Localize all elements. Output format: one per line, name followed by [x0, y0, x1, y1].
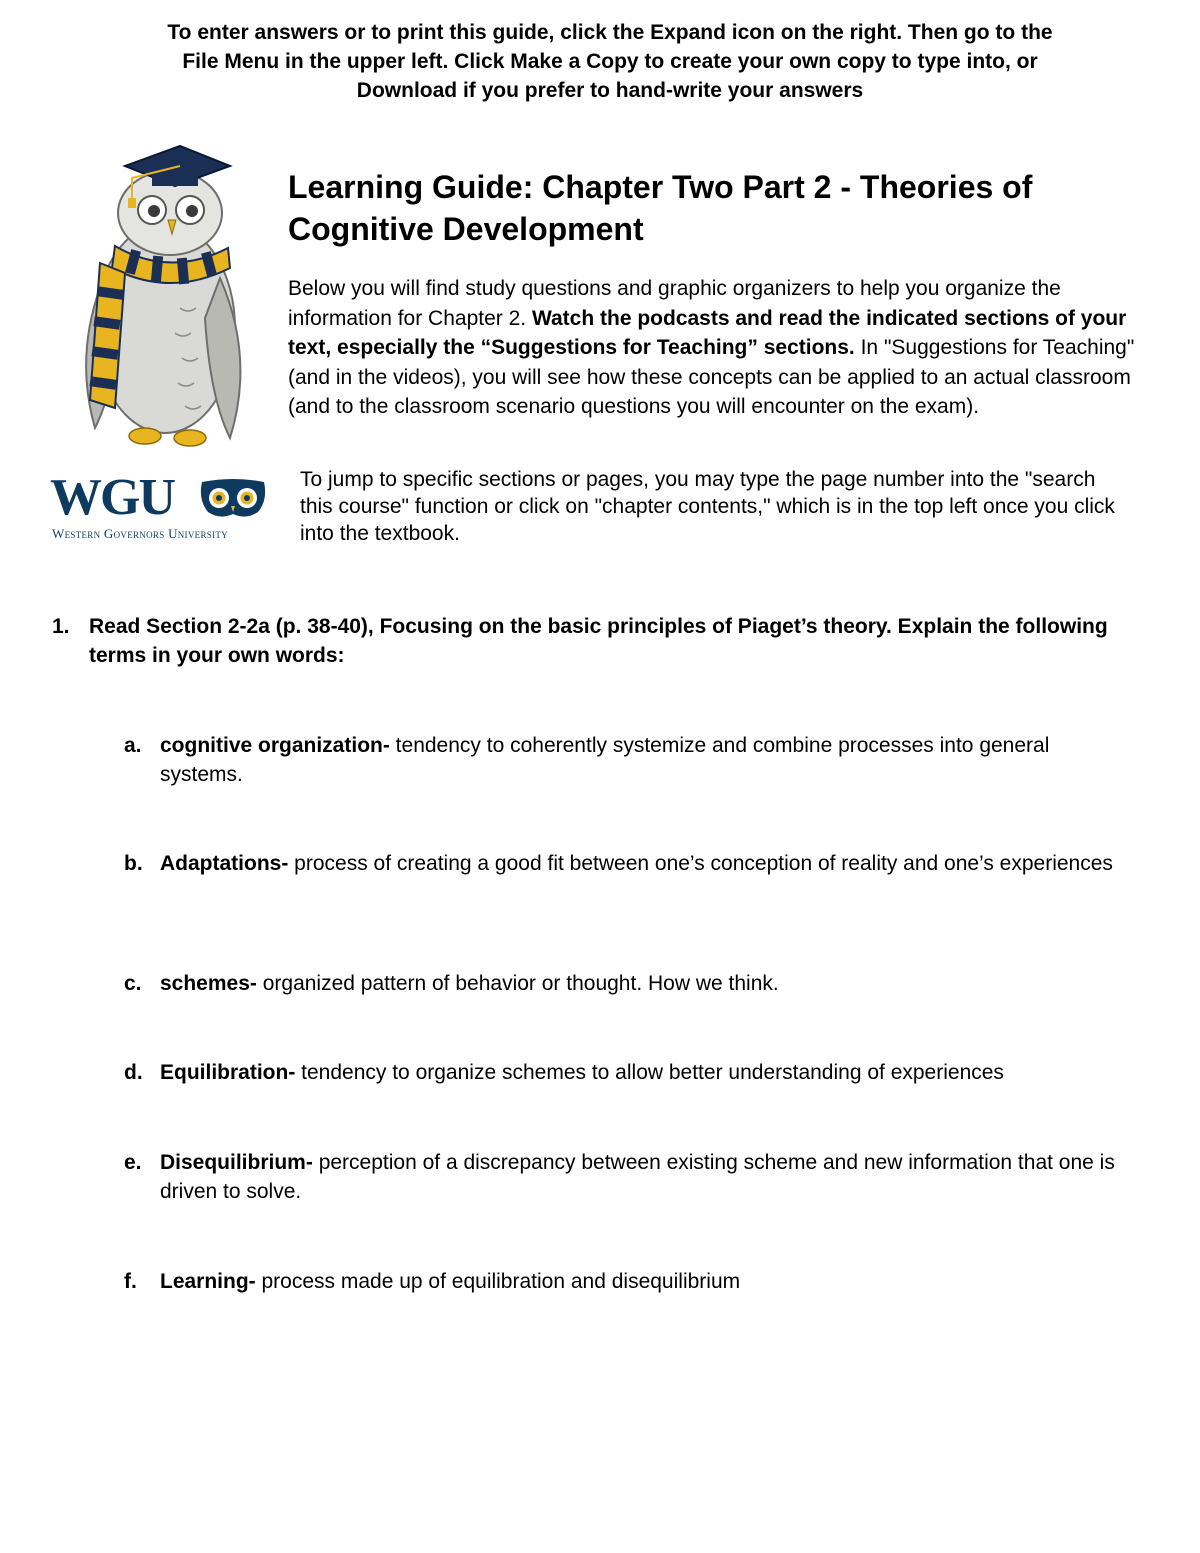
term-definition[interactable]: perception of a discrepancy between existing scheme and new information that one is driven to solve.	[160, 1151, 1115, 1203]
term-definition[interactable]: tendency to coherently systemize and combine processes into general systems.	[160, 734, 1050, 786]
term-item	[124, 969, 1124, 998]
page-title	[288, 166, 1148, 250]
term-item	[124, 1148, 1124, 1206]
term-name: cognitive organization-	[160, 734, 390, 757]
term-body	[160, 731, 1124, 789]
wgu-logo-subtitle: Western Governors University	[52, 526, 228, 541]
term-item	[124, 849, 1124, 878]
question-1	[52, 612, 1132, 670]
term-letter: b.	[124, 852, 143, 875]
term-definition[interactable]: process of creating a good fit between one’s conception of reality and one’s experiences	[288, 852, 1113, 875]
term-definition[interactable]: organized pattern of behavior or thought. How we think.	[256, 972, 779, 995]
instructions-banner	[60, 18, 1160, 105]
wgu-owl-mark-icon	[198, 478, 268, 520]
intro-text-end: In "Suggestions for Teaching" (and in the videos), you will see how these concepts can be applied to an actual classroom (and to the classroom scenario questions you will encounter on the exam).	[288, 336, 1135, 418]
term-letter: f.	[124, 1270, 137, 1293]
instructions-line-1: To enter answers or to print this guide, click the Expand icon on the right. Then go to the	[167, 21, 1053, 44]
term-letter: e.	[124, 1151, 142, 1174]
term-item	[124, 731, 1124, 789]
owl-mascot-illustration	[70, 138, 260, 456]
wgu-logo-letters: WGU	[50, 469, 174, 526]
term-definition[interactable]: tendency to organize schemes to allow better understanding of experiences	[295, 1061, 1004, 1084]
term-name: Equilibration-	[160, 1061, 296, 1084]
intro-text-start: Below you will find study questions and graphic organizers to help you organize the information for Chapter 2.	[288, 277, 1061, 330]
page-title-line-1: Learning Guide: Chapter Two Part 2 - Theories of	[288, 169, 1033, 205]
term-name: Learning-	[160, 1270, 256, 1293]
term-item	[124, 1267, 1124, 1296]
term-body	[160, 969, 1124, 998]
intro-text-bold: Watch the podcasts and read the indicated sections of your text, especially the “Suggestions for Teaching” sections.	[288, 306, 1127, 359]
wgu-logo	[50, 470, 275, 550]
term-item	[124, 1058, 1124, 1087]
jump-instructions: To jump to specific sections or pages, you may type the page number into the "search this course" function or click on "chapter contents," which is in the top left once you click into the textbook.	[300, 468, 1115, 545]
term-letter: c.	[124, 972, 142, 995]
term-body	[160, 1148, 1124, 1206]
question-text: Read Section 2-2a (p. 38-40), Focusing on the basic principles of Piaget’s theory. Explain the following terms in your own words:	[89, 615, 1108, 667]
intro-paragraph	[288, 274, 1138, 422]
term-body	[160, 849, 1124, 878]
term-name: Disequilibrium-	[160, 1151, 313, 1174]
term-body	[160, 1267, 1124, 1296]
term-letter: d.	[124, 1061, 143, 1084]
term-body	[160, 1058, 1124, 1087]
term-name: schemes-	[160, 972, 257, 995]
page-title-line-2: Cognitive Development	[288, 211, 644, 247]
term-letter: a.	[124, 734, 142, 757]
owl-mascot-icon	[70, 138, 260, 456]
term-name: Adaptations-	[160, 852, 289, 875]
instructions-line-2: File Menu in the upper left. Click Make a Copy to create your own copy to type into, or	[182, 50, 1038, 73]
instructions-line-3: Download if you prefer to hand-write your answers	[356, 79, 864, 102]
term-definition[interactable]: process made up of equilibration and disequilibrium	[255, 1270, 741, 1293]
question-number: 1.	[52, 615, 70, 638]
